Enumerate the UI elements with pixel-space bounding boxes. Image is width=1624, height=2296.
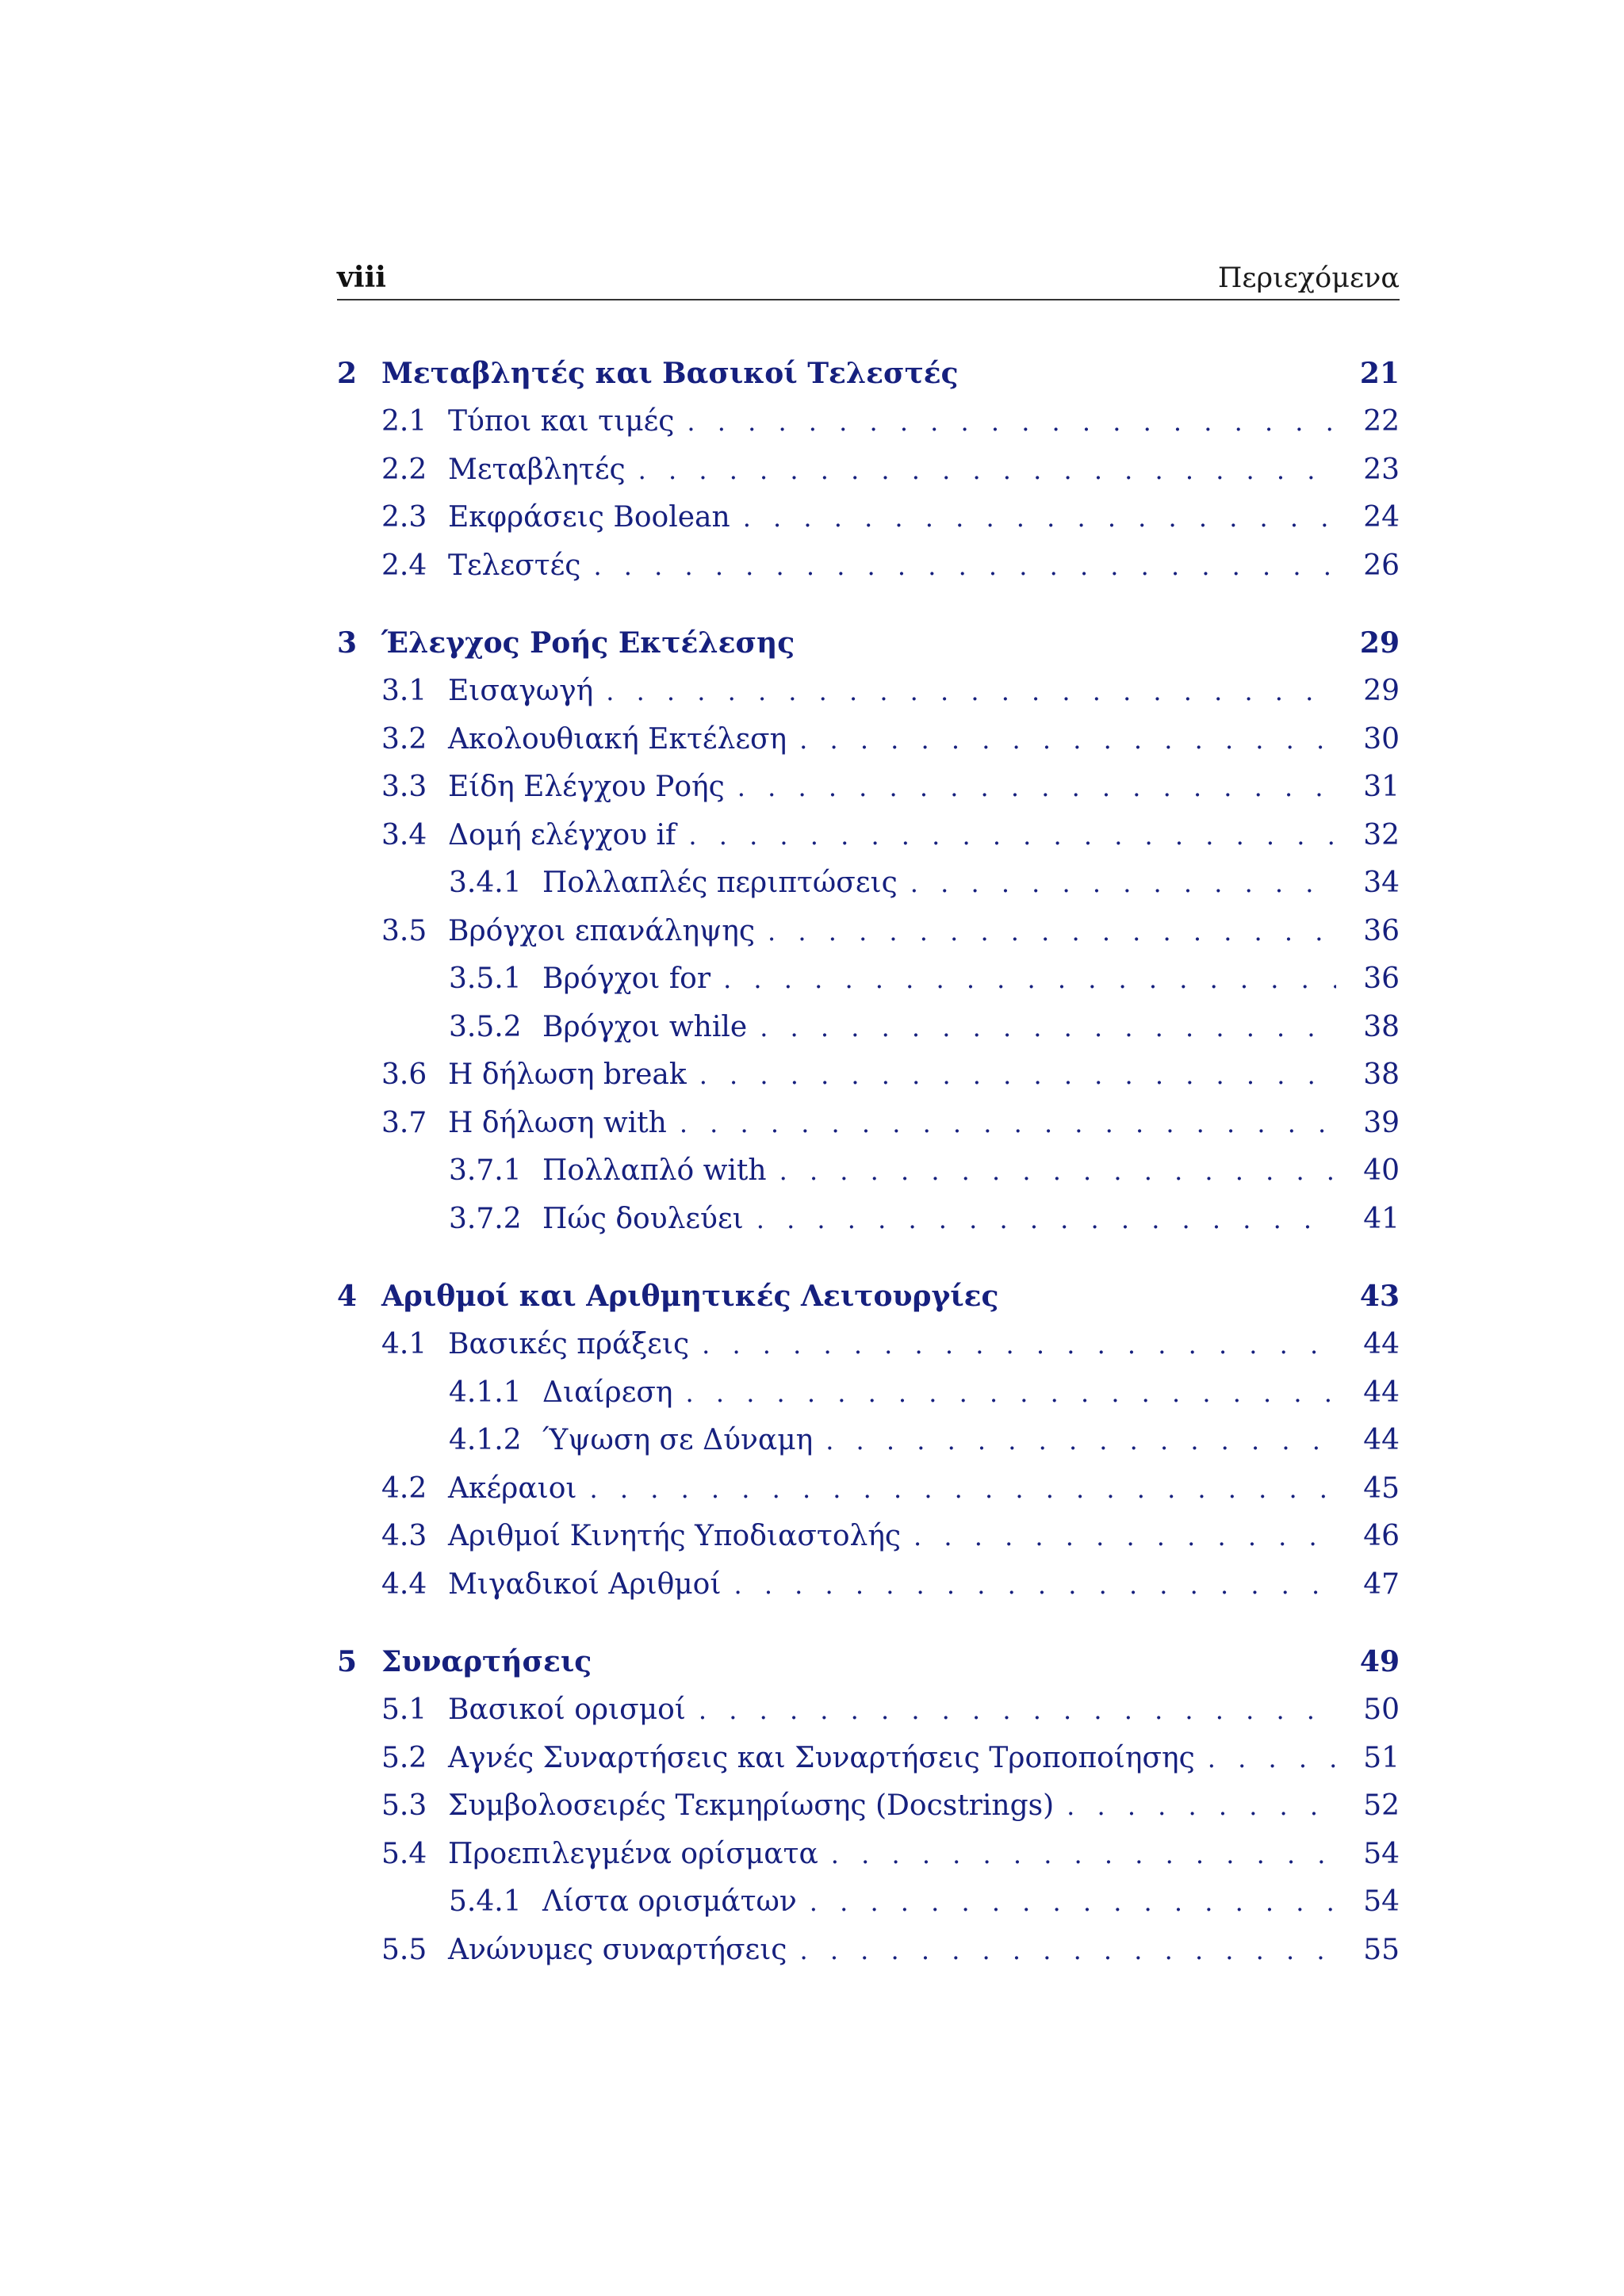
section-title: Μιγαδικοί Αριθμοί (448, 1567, 722, 1601)
toc-subsection-link[interactable] (337, 1147, 1400, 1196)
section-page-number: 24 (1363, 501, 1400, 534)
toc-subsection-link[interactable] (337, 1878, 1400, 1927)
section-number: 3.2 (381, 722, 427, 756)
section-page-number: 46 (1363, 1520, 1400, 1552)
toc-section-link[interactable] (337, 398, 1400, 446)
section-number: 4.1.2 (449, 1424, 522, 1456)
section-number: 5.4 (381, 1837, 427, 1870)
section-page-number: 36 (1363, 914, 1400, 947)
section-number: 4.1.1 (449, 1376, 522, 1409)
section-title: Ακέραιοι (448, 1471, 577, 1505)
section-title: Πώς δουλεύει (542, 1202, 744, 1235)
section-page-number: 22 (1363, 405, 1400, 438)
section-number: 5.3 (381, 1789, 427, 1822)
dot-leader (787, 716, 1336, 764)
section-title: Βρόγχοι for (542, 962, 711, 995)
dot-leader (813, 1417, 1336, 1465)
toc-chapter (337, 1272, 1400, 1609)
dot-leader (744, 1196, 1336, 1244)
section-number: 4.1 (381, 1328, 427, 1360)
toc-section-link[interactable] (337, 1735, 1400, 1783)
dot-leader (593, 668, 1336, 716)
section-number: 3.5 (381, 914, 427, 947)
dot-leader (710, 955, 1336, 1004)
section-page-number: 47 (1363, 1567, 1400, 1601)
section-page-number: 36 (1363, 962, 1400, 995)
section-number: 5.4.1 (449, 1885, 522, 1918)
section-page-number: 31 (1363, 771, 1400, 803)
section-title: Εκφράσεις Boolean (448, 501, 730, 534)
dot-leader (687, 1051, 1336, 1100)
dot-leader (901, 1513, 1336, 1561)
chapter-page-number: 21 (1359, 357, 1400, 390)
section-number: 3.3 (381, 771, 427, 803)
toc-section-link[interactable] (337, 1927, 1400, 1975)
section-title: Πολλαπλές περιπτώσεις (542, 867, 898, 899)
toc-chapter (337, 349, 1400, 590)
toc-section-link[interactable] (337, 1831, 1400, 1879)
section-page-number: 44 (1363, 1376, 1400, 1409)
section-number: 5.1 (381, 1693, 427, 1726)
running-head: Περιεχόμενα (1217, 262, 1400, 294)
dot-leader (898, 859, 1336, 908)
toc-section-link[interactable] (337, 812, 1400, 860)
chapter-title: Συναρτήσεις (381, 1645, 592, 1678)
chapter-number: 2 (337, 357, 358, 390)
section-number: 4.4 (381, 1567, 427, 1601)
toc-chapter-link[interactable] (337, 618, 1400, 668)
toc-chapter-link[interactable] (337, 1272, 1400, 1321)
section-number: 4.2 (381, 1471, 427, 1505)
dot-leader (674, 398, 1336, 446)
section-title: Εισαγωγή (448, 675, 594, 707)
section-number: 3.1 (381, 675, 427, 707)
section-title: Η δήλωση break (448, 1058, 687, 1091)
toc-section-link[interactable] (337, 908, 1400, 956)
toc-section-link[interactable] (337, 1561, 1400, 1609)
section-title: Ανώνυμες συναρτήσεις (448, 1933, 787, 1966)
section-page-number: 39 (1363, 1106, 1400, 1139)
toc-section-link[interactable] (337, 1513, 1400, 1561)
toc-section-link[interactable] (337, 1100, 1400, 1148)
chapter-number: 4 (337, 1280, 358, 1313)
table-of-contents (337, 349, 1400, 2003)
toc-section-link[interactable] (337, 1782, 1400, 1831)
dot-leader (730, 494, 1336, 542)
section-page-number: 51 (1363, 1741, 1400, 1774)
section-page-number: 54 (1363, 1885, 1400, 1918)
dot-leader (755, 908, 1336, 956)
chapter-number: 3 (337, 626, 358, 660)
toc-section-link[interactable] (337, 1686, 1400, 1735)
section-title: Λίστα ορισμάτων (542, 1885, 797, 1918)
chapter-page-number: 29 (1359, 626, 1400, 660)
section-page-number: 23 (1363, 453, 1400, 486)
toc-subsection-link[interactable] (337, 1417, 1400, 1465)
section-number: 3.4.1 (449, 867, 522, 899)
toc-chapter-link[interactable] (337, 349, 1400, 398)
toc-section-link[interactable] (337, 763, 1400, 812)
section-page-number: 50 (1363, 1693, 1400, 1726)
toc-section-link[interactable] (337, 716, 1400, 764)
page-number: viii (337, 261, 386, 294)
section-title: Αριθμοί Κινητής Υποδιαστολής (448, 1520, 902, 1552)
toc-subsection-link[interactable] (337, 955, 1400, 1004)
dot-leader (1195, 1735, 1336, 1783)
dot-leader (676, 812, 1336, 860)
section-title: Μεταβλητές (448, 453, 626, 486)
section-page-number: 52 (1363, 1789, 1400, 1822)
section-number: 2.4 (381, 549, 427, 582)
toc-section-link[interactable] (337, 668, 1400, 716)
section-page-number: 34 (1363, 867, 1400, 899)
section-page-number: 32 (1363, 818, 1400, 851)
section-number: 3.5.2 (449, 1010, 522, 1043)
dot-leader (787, 1927, 1336, 1975)
section-number: 5.2 (381, 1741, 427, 1774)
dot-leader (1054, 1782, 1336, 1831)
section-page-number: 41 (1363, 1202, 1400, 1235)
toc-section-link[interactable] (337, 494, 1400, 542)
toc-subsection-link[interactable] (337, 1004, 1400, 1052)
chapter-number: 5 (337, 1645, 358, 1678)
dot-leader (580, 542, 1336, 591)
section-number: 2.1 (381, 405, 427, 438)
dot-leader (667, 1100, 1336, 1148)
section-title: Πολλαπλό with (542, 1154, 767, 1187)
section-number: 2.3 (381, 501, 427, 534)
dot-leader (797, 1878, 1336, 1927)
dot-leader (673, 1369, 1337, 1418)
section-title: Τελεστές (448, 549, 581, 582)
section-number: 4.3 (381, 1520, 427, 1552)
toc-section-link[interactable] (337, 1465, 1400, 1513)
section-number: 5.5 (381, 1933, 427, 1966)
section-title: Βασικοί ορισμοί (448, 1693, 686, 1726)
section-page-number: 54 (1363, 1837, 1400, 1870)
toc-chapter (337, 1637, 1400, 1974)
section-title: Συμβολοσειρές Τεκμηρίωσης (Docstrings) (448, 1789, 1055, 1822)
section-title: Βρόγχοι while (542, 1010, 748, 1043)
toc-section-link[interactable] (337, 446, 1400, 495)
dot-leader (725, 763, 1336, 812)
toc-subsection-link[interactable] (337, 1196, 1400, 1244)
dot-leader (689, 1321, 1336, 1369)
section-title: Είδη Ελέγχου Ροής (448, 771, 725, 803)
toc-subsection-link[interactable] (337, 1369, 1400, 1418)
section-title: Ακολουθιακή Εκτέλεση (448, 722, 787, 756)
section-number: 3.7 (381, 1106, 427, 1139)
toc-section-link[interactable] (337, 1321, 1400, 1369)
section-page-number: 30 (1363, 722, 1400, 756)
section-page-number: 55 (1363, 1933, 1400, 1966)
dot-leader (686, 1686, 1336, 1735)
section-page-number: 44 (1363, 1424, 1400, 1456)
dot-leader (747, 1004, 1336, 1052)
toc-section-link[interactable] (337, 1051, 1400, 1100)
section-page-number: 29 (1363, 675, 1400, 707)
chapter-title: Αριθμοί και Αριθμητικές Λειτουργίες (381, 1280, 999, 1313)
section-title: Αγνές Συναρτήσεις και Συναρτήσεις Τροποποίησης (448, 1741, 1195, 1774)
page-header (337, 258, 1400, 300)
section-number: 3.7.2 (449, 1202, 522, 1235)
section-title: Τύποι και τιμές (448, 405, 675, 438)
section-title: Βασικές πράξεις (448, 1328, 690, 1360)
chapter-page-number: 43 (1359, 1280, 1400, 1313)
dot-leader (818, 1831, 1336, 1879)
section-title: Προεπιλεγμένα ορίσματα (448, 1837, 818, 1870)
dot-leader (577, 1465, 1336, 1513)
toc-subsection-link[interactable] (337, 859, 1400, 908)
chapter-page-number: 49 (1359, 1645, 1400, 1678)
section-page-number: 38 (1363, 1010, 1400, 1043)
section-title: Ύψωση σε Δύναμη (542, 1424, 814, 1456)
dot-leader (626, 446, 1336, 495)
dot-leader (721, 1561, 1336, 1609)
toc-section-link[interactable] (337, 542, 1400, 591)
section-title: Βρόγχοι επανάληψης (448, 914, 756, 947)
section-page-number: 45 (1363, 1471, 1400, 1505)
chapter-title: Έλεγχος Ροής Εκτέλεσης (381, 626, 795, 660)
section-number: 3.7.1 (449, 1154, 522, 1187)
section-number: 2.2 (381, 453, 427, 486)
section-page-number: 38 (1363, 1058, 1400, 1091)
section-number: 3.4 (381, 818, 427, 851)
section-title: Η δήλωση with (448, 1106, 667, 1139)
section-number: 3.6 (381, 1058, 427, 1091)
section-title: Δομή ελέγχου if (448, 818, 676, 851)
section-page-number: 44 (1363, 1328, 1400, 1360)
section-title: Διαίρεση (542, 1376, 673, 1409)
section-number: 3.5.1 (449, 962, 522, 995)
section-page-number: 26 (1363, 549, 1400, 582)
toc-chapter-link[interactable] (337, 1637, 1400, 1686)
toc-chapter (337, 618, 1400, 1243)
dot-leader (767, 1147, 1336, 1196)
chapter-title: Μεταβλητές και Βασικοί Τελεστές (381, 357, 959, 390)
section-page-number: 40 (1363, 1154, 1400, 1187)
